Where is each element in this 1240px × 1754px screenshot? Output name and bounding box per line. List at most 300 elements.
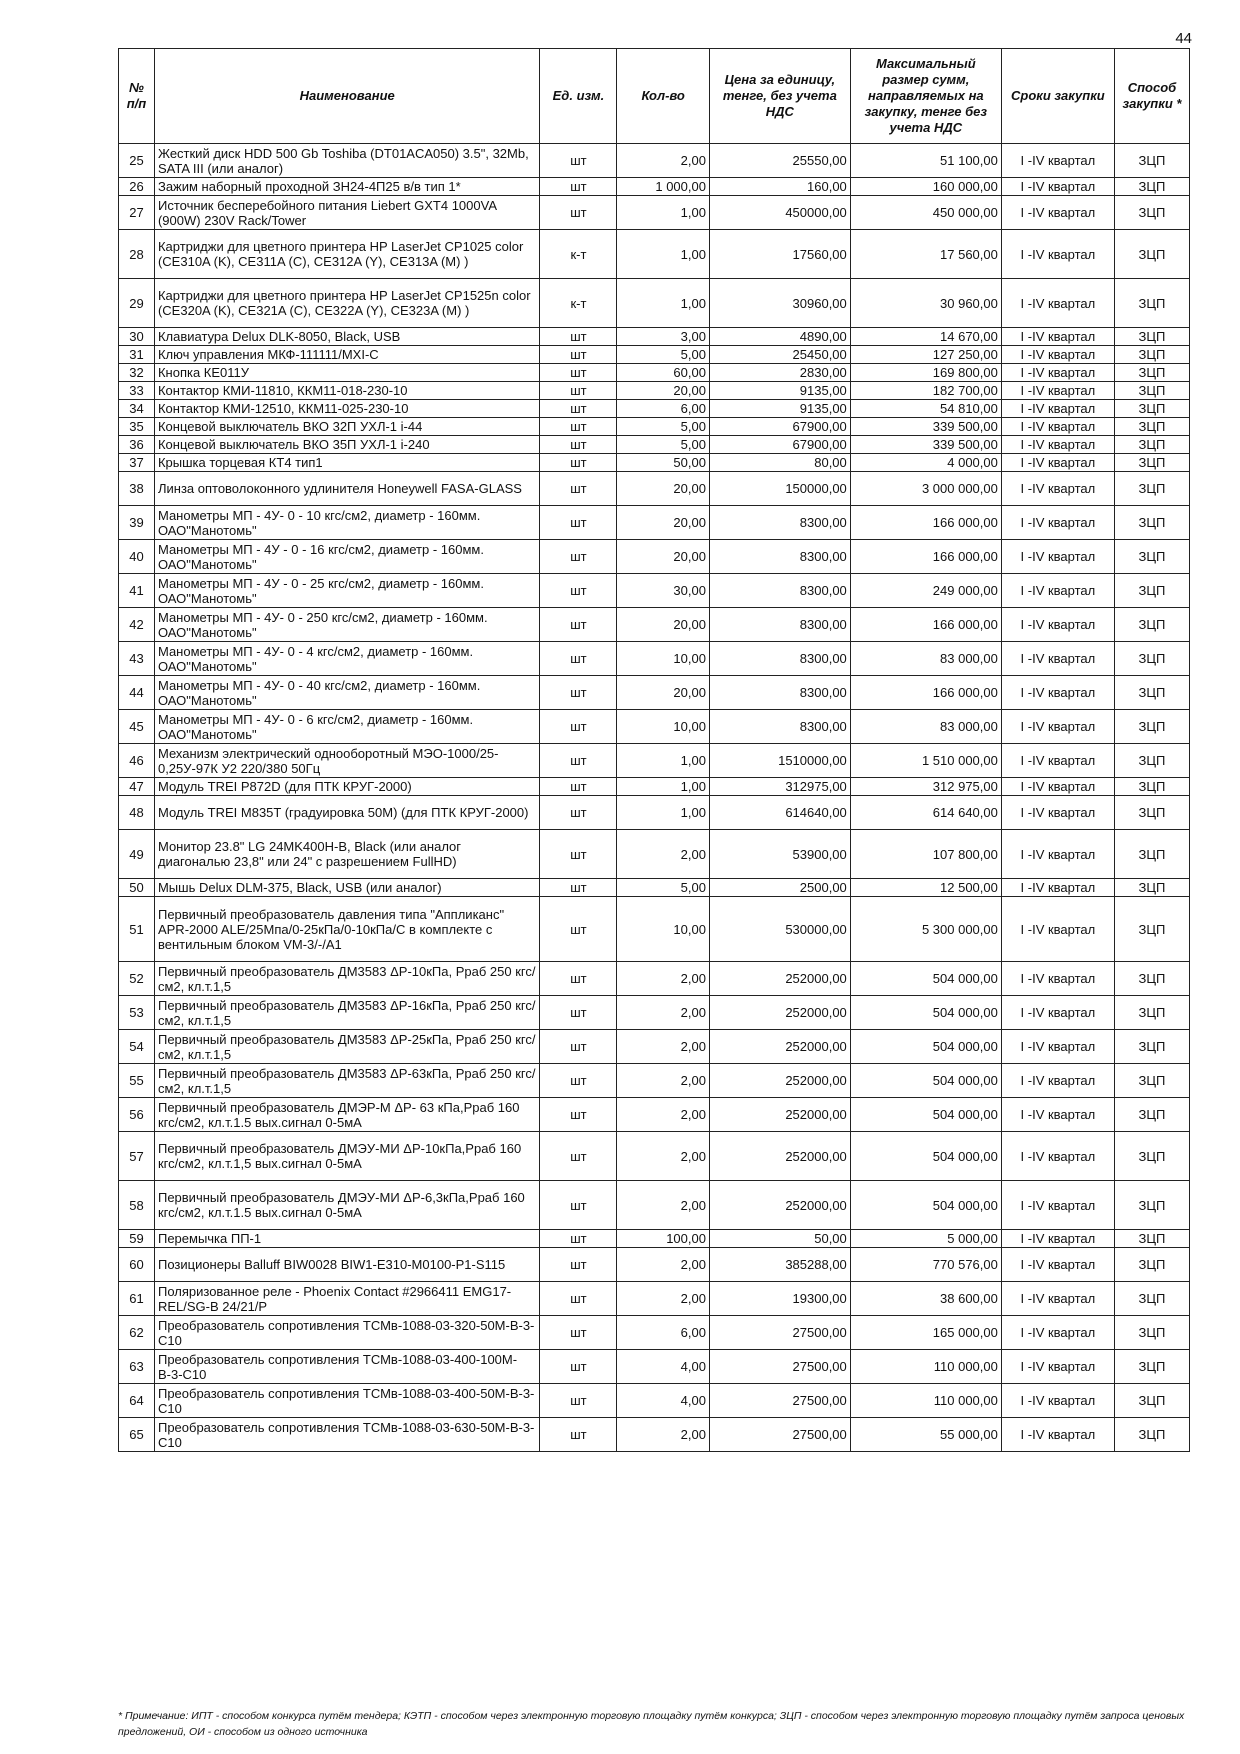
quantity-cell: 20,00 xyxy=(617,472,710,506)
procurement-method-cell: ЗЦП xyxy=(1114,1316,1189,1350)
max-sum-cell: 504 000,00 xyxy=(850,1132,1001,1181)
header-name: Наименование xyxy=(154,49,539,144)
unit-price-cell: 1510000,00 xyxy=(709,744,850,778)
unit-cell: шт xyxy=(540,472,617,506)
table-row xyxy=(119,676,1190,710)
table-row xyxy=(119,1350,1190,1384)
row-number-cell: 58 xyxy=(119,1181,155,1230)
unit-price-cell: 4890,00 xyxy=(709,328,850,346)
unit-price-cell: 252000,00 xyxy=(709,996,850,1030)
unit-price-cell: 27500,00 xyxy=(709,1384,850,1418)
table-row xyxy=(119,196,1190,230)
procurement-method-cell: ЗЦП xyxy=(1114,962,1189,996)
row-number-cell: 57 xyxy=(119,1132,155,1181)
quantity-cell: 100,00 xyxy=(617,1230,710,1248)
quantity-cell: 2,00 xyxy=(617,1030,710,1064)
unit-cell: шт xyxy=(540,454,617,472)
row-number-cell: 39 xyxy=(119,506,155,540)
unit-cell: шт xyxy=(540,962,617,996)
footnote: * Примечание: ИПТ - способом конкурса путём тендера; КЭТП - способом через электронную торговую площадку путём конкурса; ЗЦП - способом через электронную торговую площадку путём запроса ценовых предложений, ОИ - способом из одного источника xyxy=(118,1710,1185,1738)
table-row xyxy=(119,778,1190,796)
unit-cell: шт xyxy=(540,1350,617,1384)
procurement-method-cell: ЗЦП xyxy=(1114,574,1189,608)
row-number-cell: 33 xyxy=(119,382,155,400)
row-number-cell: 47 xyxy=(119,778,155,796)
item-name-cell: Манометры МП - 4У - 0 - 25 кгс/см2, диаметр - 160мм. ОАО"Манотомь" xyxy=(154,574,539,608)
row-number-cell: 43 xyxy=(119,642,155,676)
header-price: Цена за единицу, тенге, без учета НДС xyxy=(709,49,850,144)
procurement-method-cell: ЗЦП xyxy=(1114,1418,1189,1452)
unit-price-cell: 30960,00 xyxy=(709,279,850,328)
item-name-cell: Клавиатура Delux DLK-8050, Black, USB xyxy=(154,328,539,346)
max-sum-cell: 30 960,00 xyxy=(850,279,1001,328)
row-number-cell: 26 xyxy=(119,178,155,196)
procurement-method-cell: ЗЦП xyxy=(1114,1181,1189,1230)
unit-cell: шт xyxy=(540,1064,617,1098)
item-name-cell: Первичный преобразователь ДМЭР-М ΔР- 63 кПа,Рраб 160 кгс/см2, кл.т.1.5 вых.сигнал 0-5мА xyxy=(154,1098,539,1132)
unit-price-cell: 67900,00 xyxy=(709,418,850,436)
quantity-cell: 6,00 xyxy=(617,400,710,418)
max-sum-cell: 83 000,00 xyxy=(850,642,1001,676)
table-row xyxy=(119,996,1190,1030)
max-sum-cell: 110 000,00 xyxy=(850,1384,1001,1418)
unit-price-cell: 8300,00 xyxy=(709,642,850,676)
item-name-cell: Монитор 23.8" LG 24MK400H-B, Black (или аналог диагональю 23,8" или 24" с разрешением FullHD) xyxy=(154,830,539,879)
procurement-period-cell: I -IV квартал xyxy=(1001,1282,1114,1316)
max-sum-cell: 160 000,00 xyxy=(850,178,1001,196)
unit-price-cell: 312975,00 xyxy=(709,778,850,796)
item-name-cell: Контактор КМИ-12510, ККМ11-025-230-10 xyxy=(154,400,539,418)
max-sum-cell: 770 576,00 xyxy=(850,1248,1001,1282)
row-number-cell: 41 xyxy=(119,574,155,608)
quantity-cell: 5,00 xyxy=(617,346,710,364)
procurement-method-cell: ЗЦП xyxy=(1114,608,1189,642)
table-row xyxy=(119,1282,1190,1316)
table-row xyxy=(119,382,1190,400)
procurement-period-cell: I -IV квартал xyxy=(1001,346,1114,364)
unit-cell: шт xyxy=(540,574,617,608)
row-number-cell: 35 xyxy=(119,418,155,436)
item-name-cell: Первичный преобразователь ДМЭУ-МИ ΔР-10кПа,Рраб 160 кгс/см2, кл.т.1,5 вых.сигнал 0-5мА xyxy=(154,1132,539,1181)
unit-cell: шт xyxy=(540,796,617,830)
quantity-cell: 20,00 xyxy=(617,506,710,540)
quantity-cell: 20,00 xyxy=(617,676,710,710)
item-name-cell: Манометры МП - 4У- 0 - 250 кгс/см2, диаметр - 160мм. ОАО"Манотомь" xyxy=(154,608,539,642)
table-row xyxy=(119,1418,1190,1452)
row-number-cell: 65 xyxy=(119,1418,155,1452)
quantity-cell: 2,00 xyxy=(617,1064,710,1098)
procurement-period-cell: I -IV квартал xyxy=(1001,418,1114,436)
unit-price-cell: 25550,00 xyxy=(709,144,850,178)
max-sum-cell: 339 500,00 xyxy=(850,418,1001,436)
max-sum-cell: 166 000,00 xyxy=(850,540,1001,574)
unit-cell: шт xyxy=(540,1098,617,1132)
page-number: 44 xyxy=(1175,30,1192,47)
row-number-cell: 29 xyxy=(119,279,155,328)
table-row xyxy=(119,328,1190,346)
table-row xyxy=(119,178,1190,196)
max-sum-cell: 5 000,00 xyxy=(850,1230,1001,1248)
unit-cell: шт xyxy=(540,540,617,574)
max-sum-cell: 169 800,00 xyxy=(850,364,1001,382)
max-sum-cell: 14 670,00 xyxy=(850,328,1001,346)
row-number-cell: 53 xyxy=(119,996,155,1030)
unit-cell: шт xyxy=(540,710,617,744)
table-row xyxy=(119,364,1190,382)
item-name-cell: Концевой выключатель ВКО 32П УХЛ-1 i-44 xyxy=(154,418,539,436)
quantity-cell: 20,00 xyxy=(617,382,710,400)
unit-price-cell: 53900,00 xyxy=(709,830,850,879)
max-sum-cell: 54 810,00 xyxy=(850,400,1001,418)
header-period: Сроки закупки xyxy=(1001,49,1114,144)
row-number-cell: 52 xyxy=(119,962,155,996)
procurement-method-cell: ЗЦП xyxy=(1114,1248,1189,1282)
item-name-cell: Преобразователь сопротивления ТСМв-1088-03-320-50М-В-3-С10 xyxy=(154,1316,539,1350)
unit-price-cell: 17560,00 xyxy=(709,230,850,279)
procurement-period-cell: I -IV квартал xyxy=(1001,1030,1114,1064)
max-sum-cell: 5 300 000,00 xyxy=(850,897,1001,962)
procurement-method-cell: ЗЦП xyxy=(1114,382,1189,400)
procurement-period-cell: I -IV квартал xyxy=(1001,1181,1114,1230)
quantity-cell: 2,00 xyxy=(617,1098,710,1132)
item-name-cell: Манометры МП - 4У- 0 - 4 кгс/см2, диаметр - 160мм. ОАО"Манотомь" xyxy=(154,642,539,676)
procurement-period-cell: I -IV квартал xyxy=(1001,1350,1114,1384)
row-number-cell: 42 xyxy=(119,608,155,642)
table-body xyxy=(119,144,1190,1452)
unit-cell: к-т xyxy=(540,230,617,279)
unit-cell: шт xyxy=(540,144,617,178)
procurement-method-cell: ЗЦП xyxy=(1114,778,1189,796)
row-number-cell: 49 xyxy=(119,830,155,879)
row-number-cell: 55 xyxy=(119,1064,155,1098)
procurement-method-cell: ЗЦП xyxy=(1114,1350,1189,1384)
quantity-cell: 10,00 xyxy=(617,710,710,744)
item-name-cell: Источник бесперебойного питания Liebert GXT4 1000VA (900W) 230V Rack/Tower xyxy=(154,196,539,230)
unit-price-cell: 50,00 xyxy=(709,1230,850,1248)
item-name-cell: Поляризованное реле - Phoenix Contact #2966411 EMG17-REL/SG-B 24/21/P xyxy=(154,1282,539,1316)
quantity-cell: 1,00 xyxy=(617,744,710,778)
max-sum-cell: 110 000,00 xyxy=(850,1350,1001,1384)
unit-price-cell: 252000,00 xyxy=(709,1030,850,1064)
max-sum-cell: 12 500,00 xyxy=(850,879,1001,897)
item-name-cell: Преобразователь сопротивления ТСМв-1088-03-400-50М-В-3-С10 xyxy=(154,1384,539,1418)
item-name-cell: Первичный преобразователь ДМ3583 ΔР-16кПа, Рраб 250 кгс/см2, кл.т.1,5 xyxy=(154,996,539,1030)
procurement-period-cell: I -IV квартал xyxy=(1001,540,1114,574)
quantity-cell: 1,00 xyxy=(617,279,710,328)
quantity-cell: 2,00 xyxy=(617,962,710,996)
row-number-cell: 62 xyxy=(119,1316,155,1350)
row-number-cell: 56 xyxy=(119,1098,155,1132)
table-row xyxy=(119,454,1190,472)
max-sum-cell: 504 000,00 xyxy=(850,1030,1001,1064)
max-sum-cell: 450 000,00 xyxy=(850,196,1001,230)
quantity-cell: 10,00 xyxy=(617,642,710,676)
table-row xyxy=(119,230,1190,279)
header-num: № п/п xyxy=(119,49,155,144)
table-row xyxy=(119,144,1190,178)
procurement-period-cell: I -IV квартал xyxy=(1001,436,1114,454)
procurement-period-cell: I -IV квартал xyxy=(1001,574,1114,608)
unit-price-cell: 9135,00 xyxy=(709,382,850,400)
procurement-method-cell: ЗЦП xyxy=(1114,230,1189,279)
procurement-method-cell: ЗЦП xyxy=(1114,328,1189,346)
header-unit: Ед. изм. xyxy=(540,49,617,144)
row-number-cell: 61 xyxy=(119,1282,155,1316)
table-row xyxy=(119,472,1190,506)
max-sum-cell: 1 510 000,00 xyxy=(850,744,1001,778)
procurement-period-cell: I -IV квартал xyxy=(1001,796,1114,830)
max-sum-cell: 249 000,00 xyxy=(850,574,1001,608)
max-sum-cell: 504 000,00 xyxy=(850,1098,1001,1132)
quantity-cell: 20,00 xyxy=(617,540,710,574)
unit-price-cell: 67900,00 xyxy=(709,436,850,454)
item-name-cell: Первичный преобразователь ДМ3583 ΔР-63кПа, Рраб 250 кгс/см2, кл.т.1,5 xyxy=(154,1064,539,1098)
procurement-period-cell: I -IV квартал xyxy=(1001,230,1114,279)
table-row xyxy=(119,744,1190,778)
row-number-cell: 40 xyxy=(119,540,155,574)
procurement-method-cell: ЗЦП xyxy=(1114,1132,1189,1181)
procurement-method-cell: ЗЦП xyxy=(1114,436,1189,454)
unit-cell: шт xyxy=(540,996,617,1030)
item-name-cell: Манометры МП - 4У- 0 - 6 кгс/см2, диаметр - 160мм. ОАО"Манотомь" xyxy=(154,710,539,744)
item-name-cell: Первичный преобразователь ДМЭУ-МИ ΔР-6,3кПа,Рраб 160 кгс/см2, кл.т.1.5 вых.сигнал 0-5мА xyxy=(154,1181,539,1230)
table-header-row xyxy=(119,49,1190,144)
max-sum-cell: 504 000,00 xyxy=(850,1181,1001,1230)
item-name-cell: Манометры МП - 4У- 0 - 10 кгс/см2, диаметр - 160мм. ОАО"Манотомь" xyxy=(154,506,539,540)
unit-price-cell: 614640,00 xyxy=(709,796,850,830)
unit-cell: шт xyxy=(540,608,617,642)
procurement-period-cell: I -IV квартал xyxy=(1001,1248,1114,1282)
item-name-cell: Кнопка КЕ011У xyxy=(154,364,539,382)
procurement-period-cell: I -IV квартал xyxy=(1001,1098,1114,1132)
procurement-method-cell: ЗЦП xyxy=(1114,279,1189,328)
row-number-cell: 51 xyxy=(119,897,155,962)
procurement-method-cell: ЗЦП xyxy=(1114,1098,1189,1132)
quantity-cell: 2,00 xyxy=(617,996,710,1030)
procurement-period-cell: I -IV квартал xyxy=(1001,328,1114,346)
table-row xyxy=(119,1064,1190,1098)
unit-cell: шт xyxy=(540,1132,617,1181)
procurement-method-cell: ЗЦП xyxy=(1114,744,1189,778)
procurement-method-cell: ЗЦП xyxy=(1114,144,1189,178)
unit-cell: шт xyxy=(540,418,617,436)
item-name-cell: Позиционеры Balluff BIW0028 BIW1-E310-M0100-P1-S115 xyxy=(154,1248,539,1282)
unit-price-cell: 8300,00 xyxy=(709,540,850,574)
table-row xyxy=(119,540,1190,574)
table-row xyxy=(119,830,1190,879)
quantity-cell: 1,00 xyxy=(617,196,710,230)
row-number-cell: 48 xyxy=(119,796,155,830)
item-name-cell: Преобразователь сопротивления ТСМв-1088-03-400-100М-В-3-С10 xyxy=(154,1350,539,1384)
max-sum-cell: 312 975,00 xyxy=(850,778,1001,796)
procurement-period-cell: I -IV квартал xyxy=(1001,400,1114,418)
unit-price-cell: 19300,00 xyxy=(709,1282,850,1316)
unit-price-cell: 252000,00 xyxy=(709,962,850,996)
row-number-cell: 27 xyxy=(119,196,155,230)
unit-price-cell: 160,00 xyxy=(709,178,850,196)
procurement-method-cell: ЗЦП xyxy=(1114,996,1189,1030)
table-row xyxy=(119,1248,1190,1282)
table-row xyxy=(119,574,1190,608)
unit-cell: шт xyxy=(540,328,617,346)
procurement-period-cell: I -IV квартал xyxy=(1001,364,1114,382)
row-number-cell: 45 xyxy=(119,710,155,744)
unit-cell: шт xyxy=(540,1282,617,1316)
procurement-period-cell: I -IV квартал xyxy=(1001,382,1114,400)
unit-cell: шт xyxy=(540,382,617,400)
max-sum-cell: 504 000,00 xyxy=(850,996,1001,1030)
unit-price-cell: 27500,00 xyxy=(709,1316,850,1350)
item-name-cell: Ключ управления МКФ-111111/MXI-C xyxy=(154,346,539,364)
unit-cell: шт xyxy=(540,178,617,196)
unit-cell: шт xyxy=(540,1316,617,1350)
quantity-cell: 10,00 xyxy=(617,897,710,962)
table-row xyxy=(119,436,1190,454)
max-sum-cell: 107 800,00 xyxy=(850,830,1001,879)
quantity-cell: 4,00 xyxy=(617,1384,710,1418)
procurement-method-cell: ЗЦП xyxy=(1114,897,1189,962)
item-name-cell: Первичный преобразователь давления типа "Аппликанс" APR-2000 ALE/25Mпа/0-25кПа/0-10кПа/С в комплекте с вентильным блоком VM-3/-/A1 xyxy=(154,897,539,962)
procurement-method-cell: ЗЦП xyxy=(1114,879,1189,897)
item-name-cell: Механизм электрический однооборотный МЭО-1000/25-0,25У-97К У2 220/380 50Гц xyxy=(154,744,539,778)
procurement-method-cell: ЗЦП xyxy=(1114,1384,1189,1418)
unit-price-cell: 9135,00 xyxy=(709,400,850,418)
max-sum-cell: 55 000,00 xyxy=(850,1418,1001,1452)
table-row xyxy=(119,1132,1190,1181)
procurement-method-cell: ЗЦП xyxy=(1114,472,1189,506)
table-row xyxy=(119,418,1190,436)
quantity-cell: 2,00 xyxy=(617,1181,710,1230)
procurement-method-cell: ЗЦП xyxy=(1114,830,1189,879)
procurement-period-cell: I -IV квартал xyxy=(1001,830,1114,879)
row-number-cell: 36 xyxy=(119,436,155,454)
unit-price-cell: 2830,00 xyxy=(709,364,850,382)
row-number-cell: 59 xyxy=(119,1230,155,1248)
procurement-method-cell: ЗЦП xyxy=(1114,418,1189,436)
quantity-cell: 5,00 xyxy=(617,436,710,454)
procurement-period-cell: I -IV квартал xyxy=(1001,608,1114,642)
row-number-cell: 44 xyxy=(119,676,155,710)
max-sum-cell: 38 600,00 xyxy=(850,1282,1001,1316)
procurement-period-cell: I -IV квартал xyxy=(1001,506,1114,540)
quantity-cell: 3,00 xyxy=(617,328,710,346)
item-name-cell: Модуль TREI M835T (градуировка 50М) (для ПТК КРУГ-2000) xyxy=(154,796,539,830)
unit-cell: шт xyxy=(540,744,617,778)
item-name-cell: Жесткий диск HDD 500 Gb Toshiba (DT01ACA050) 3.5", 32Mb, SATA III (или аналог) xyxy=(154,144,539,178)
item-name-cell: Первичный преобразователь ДМ3583 ΔР-25кПа, Рраб 250 кгс/см2, кл.т.1,5 xyxy=(154,1030,539,1064)
table-row xyxy=(119,400,1190,418)
max-sum-cell: 504 000,00 xyxy=(850,1064,1001,1098)
unit-price-cell: 252000,00 xyxy=(709,1132,850,1181)
procurement-period-cell: I -IV квартал xyxy=(1001,996,1114,1030)
row-number-cell: 30 xyxy=(119,328,155,346)
quantity-cell: 2,00 xyxy=(617,830,710,879)
item-name-cell: Контактор КМИ-11810, ККМ11-018-230-10 xyxy=(154,382,539,400)
procurement-method-cell: ЗЦП xyxy=(1114,1282,1189,1316)
max-sum-cell: 17 560,00 xyxy=(850,230,1001,279)
item-name-cell: Линза оптоволоконного удлинителя Honeywell FASA-GLASS xyxy=(154,472,539,506)
item-name-cell: Перемычка ПП-1 xyxy=(154,1230,539,1248)
row-number-cell: 28 xyxy=(119,230,155,279)
table-row xyxy=(119,506,1190,540)
row-number-cell: 37 xyxy=(119,454,155,472)
unit-cell: шт xyxy=(540,400,617,418)
header-qty: Кол-во xyxy=(617,49,710,144)
row-number-cell: 63 xyxy=(119,1350,155,1384)
unit-price-cell: 385288,00 xyxy=(709,1248,850,1282)
row-number-cell: 25 xyxy=(119,144,155,178)
item-name-cell: Крышка торцевая КТ4 тип1 xyxy=(154,454,539,472)
max-sum-cell: 166 000,00 xyxy=(850,608,1001,642)
quantity-cell: 2,00 xyxy=(617,1418,710,1452)
unit-price-cell: 27500,00 xyxy=(709,1418,850,1452)
table-row xyxy=(119,710,1190,744)
unit-cell: шт xyxy=(540,676,617,710)
procurement-method-cell: ЗЦП xyxy=(1114,454,1189,472)
procurement-method-cell: ЗЦП xyxy=(1114,400,1189,418)
unit-price-cell: 27500,00 xyxy=(709,1350,850,1384)
procurement-period-cell: I -IV квартал xyxy=(1001,962,1114,996)
row-number-cell: 31 xyxy=(119,346,155,364)
unit-cell: шт xyxy=(540,346,617,364)
row-number-cell: 50 xyxy=(119,879,155,897)
procurement-period-cell: I -IV квартал xyxy=(1001,454,1114,472)
max-sum-cell: 339 500,00 xyxy=(850,436,1001,454)
item-name-cell: Манометры МП - 4У - 0 - 16 кгс/см2, диаметр - 160мм. ОАО"Манотомь" xyxy=(154,540,539,574)
procurement-method-cell: ЗЦП xyxy=(1114,178,1189,196)
max-sum-cell: 165 000,00 xyxy=(850,1316,1001,1350)
procurement-period-cell: I -IV квартал xyxy=(1001,1316,1114,1350)
quantity-cell: 60,00 xyxy=(617,364,710,382)
unit-price-cell: 8300,00 xyxy=(709,506,850,540)
procurement-period-cell: I -IV квартал xyxy=(1001,1230,1114,1248)
procurement-period-cell: I -IV квартал xyxy=(1001,897,1114,962)
procurement-period-cell: I -IV квартал xyxy=(1001,1064,1114,1098)
unit-price-cell: 8300,00 xyxy=(709,710,850,744)
procurement-period-cell: I -IV квартал xyxy=(1001,1418,1114,1452)
max-sum-cell: 614 640,00 xyxy=(850,796,1001,830)
procurement-method-cell: ЗЦП xyxy=(1114,506,1189,540)
max-sum-cell: 83 000,00 xyxy=(850,710,1001,744)
procurement-method-cell: ЗЦП xyxy=(1114,642,1189,676)
unit-cell: шт xyxy=(540,436,617,454)
procurement-method-cell: ЗЦП xyxy=(1114,196,1189,230)
quantity-cell: 6,00 xyxy=(617,1316,710,1350)
table-row xyxy=(119,1030,1190,1064)
quantity-cell: 5,00 xyxy=(617,418,710,436)
max-sum-cell: 3 000 000,00 xyxy=(850,472,1001,506)
procurement-method-cell: ЗЦП xyxy=(1114,540,1189,574)
quantity-cell: 20,00 xyxy=(617,608,710,642)
quantity-cell: 1,00 xyxy=(617,778,710,796)
procurement-period-cell: I -IV квартал xyxy=(1001,1384,1114,1418)
row-number-cell: 38 xyxy=(119,472,155,506)
unit-price-cell: 252000,00 xyxy=(709,1098,850,1132)
item-name-cell: Преобразователь сопротивления ТСМв-1088-03-630-50М-В-3-С10 xyxy=(154,1418,539,1452)
unit-cell: шт xyxy=(540,1030,617,1064)
procurement-period-cell: I -IV квартал xyxy=(1001,676,1114,710)
procurement-method-cell: ЗЦП xyxy=(1114,346,1189,364)
procurement-period-cell: I -IV квартал xyxy=(1001,642,1114,676)
procurement-period-cell: I -IV квартал xyxy=(1001,279,1114,328)
procurement-method-cell: ЗЦП xyxy=(1114,796,1189,830)
table-row xyxy=(119,897,1190,962)
unit-cell: шт xyxy=(540,778,617,796)
unit-cell: шт xyxy=(540,830,617,879)
row-number-cell: 46 xyxy=(119,744,155,778)
max-sum-cell: 166 000,00 xyxy=(850,676,1001,710)
unit-cell: шт xyxy=(540,879,617,897)
